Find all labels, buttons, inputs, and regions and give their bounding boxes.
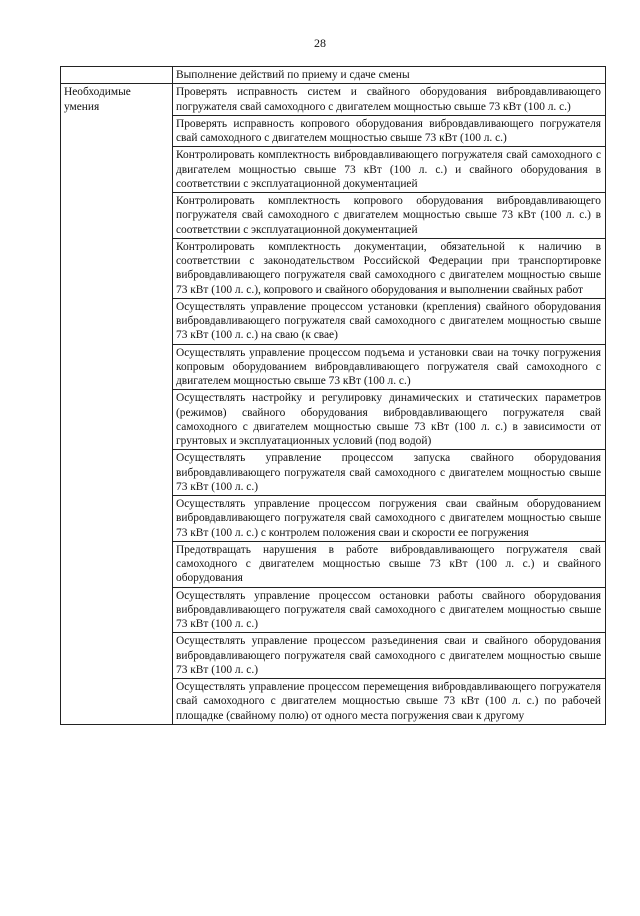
table-header-row — [61, 67, 606, 84]
skill-item: Осуществлять управление процессом разъединения сваи и свайного оборудования вибровдавливающего погружателя свай самоходного с двигателем мощностью свыше 73 кВт (100 л. с.) — [173, 633, 606, 679]
skill-item: Осуществлять управление процессом подъема и установки сваи на точку погружения копровым оборудованием вибровдавливающего погружателя свай самоходного с двигателем мощностью свыше 73 кВт (100 л. с.) — [173, 344, 606, 390]
skill-item: Осуществлять управление процессом погружения сваи свайным оборудованием вибровдавливающего погружателя свай самоходного с двигателем мощностью свыше 73 кВт (100 л. с.) с контролем положения сваи и скорости ее погружения — [173, 496, 606, 542]
header-right-cell: Выполнение действий по приему и сдаче смены — [173, 67, 606, 84]
skill-item: Проверять исправность систем и свайного оборудования вибровдавливающего погружателя свай самоходного с двигателем мощностью свыше 73 кВт (100 л. с.) — [173, 84, 606, 116]
section-label-cell: Необходимые умения — [61, 84, 173, 725]
table-row — [61, 84, 606, 116]
skill-item: Контролировать комплектность вибровдавливающего погружателя свай самоходного с двигателем мощностью свыше 73 кВт (100 л. с.) и свайного оборудования в соответствии с эксплуатационной документацией — [173, 147, 606, 193]
skill-item: Осуществлять управление процессом установки (крепления) свайного оборудования вибровдавливающего погружателя свай самоходного с двигателем мощностью свыше 73 кВт (100 л. с.) на сваю (к свае) — [173, 298, 606, 344]
skills-table — [60, 66, 606, 725]
skill-item: Осуществлять управление процессом перемещения вибровдавливающего погружателя свай самоходного с двигателем мощностью свыше 73 кВт (100 л. с.) по рабочей площадке (свайному полю) от одного места погружения сваи к другому — [173, 679, 606, 725]
header-left-cell — [61, 67, 173, 84]
skill-item: Предотвращать нарушения в работе вибровдавливающего погружателя свай самоходного с двигателем мощностью свыше 73 кВт (100 л. с.) и свайного оборудования — [173, 541, 606, 587]
page-number: 28 — [314, 36, 326, 50]
skill-item: Контролировать комплектность копрового оборудования вибровдавливающего погружателя свай самоходного с двигателем мощностью свыше 73 кВт (100 л. с.) в соответствии с эксплуатационной документацией — [173, 193, 606, 239]
skill-item: Осуществлять настройку и регулировку динамических и статических параметров (режимов) свайного оборудования вибровдавливающего погружателя свай самоходного с двигателем мощностью свыше 73 кВт (100 л. с.) в зависимости от грунтовых и эксплуатационных условий (под водой) — [173, 390, 606, 450]
skill-item: Проверять исправность копрового оборудования вибровдавливающего погружателя свай самоходного с двигателем мощностью свыше 73 кВт (100 л. с.) — [173, 115, 606, 147]
skill-item: Контролировать комплектность документации, обязательной к наличию в соответствии с законодательством Российской Федерации при транспортировке вибровдавливающего погружателя свай самоходного с двигателем мощностью свыше 73 кВт (100 л. с.), копрового и свайного оборудования и выполнении свайных работ — [173, 238, 606, 298]
skill-item: Осуществлять управление процессом остановки работы свайного оборудования вибровдавливающего погружателя свай самоходного с двигателем мощностью свыше 73 кВт (100 л. с.) — [173, 587, 606, 633]
skill-item: Осуществлять управление процессом запуска свайного оборудования вибровдавливающего погружателя свай самоходного с двигателем мощностью свыше 73 кВт (100 л. с.) — [173, 450, 606, 496]
